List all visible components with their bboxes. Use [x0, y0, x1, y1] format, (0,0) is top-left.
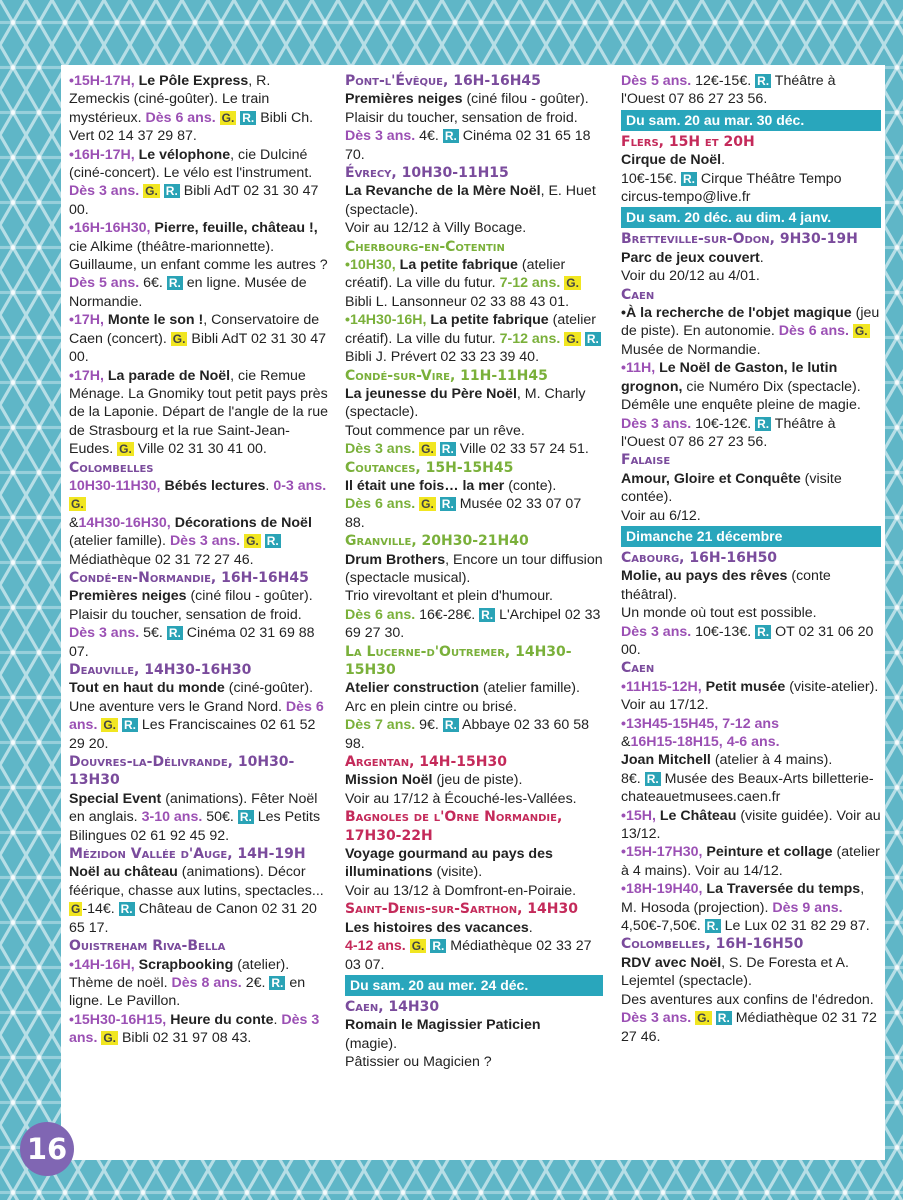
city-heading: Condé-sur-Vire, 11H-11H45	[345, 367, 548, 384]
event-text: Voir au 6/12.	[621, 507, 701, 524]
event-text: (animations). Fêter Noël en anglais.	[69, 790, 318, 826]
event-text: (visite-atelier). Voir au 17/12.	[621, 678, 879, 714]
city-heading: Coutances, 15H-15H45	[345, 459, 514, 476]
page-number: 16	[20, 1122, 74, 1176]
age-label: 0-3 ans.	[273, 477, 327, 494]
event-title: Voyage gourmand au pays des illuminations	[345, 846, 553, 881]
event-text: 50€.	[202, 809, 234, 826]
badge-r: R.	[432, 939, 445, 954]
event-text: 4€.	[415, 128, 439, 145]
age-label: Dès 3 ans.	[69, 1011, 320, 1047]
event-item	[621, 678, 881, 715]
event-text: , cie Remue Ménage. La Gnomiky tout petit pays près de la Laponie. Départ de l'angle de la rue de Strasbourg et la rue Saint-Jean-Eudes.	[69, 367, 329, 458]
badge-r: R.	[706, 919, 719, 934]
event-text: cie Numéro Dix (spectacle). Démêle une enquête pleine de magie.	[621, 378, 861, 414]
event-item	[621, 151, 881, 206]
event-text: , Conservatoire de Caen (concert).	[69, 312, 320, 347]
event-item	[345, 551, 603, 643]
event-text: Tout commence par un rêve.	[345, 422, 525, 439]
event-text: Voir au 12/12 à Villy Bocage.	[345, 220, 527, 237]
badge-g: G	[71, 902, 81, 917]
badge-r: R.	[682, 171, 695, 186]
badge-g: G.	[854, 324, 868, 339]
event-time: •15H,	[621, 807, 656, 824]
event-text: Ville 02 33 57 24 51.	[459, 441, 589, 458]
event-title: Peinture et collage	[706, 844, 833, 861]
event-item	[621, 715, 881, 807]
badge-r: R.	[165, 184, 178, 199]
badge-r: R.	[120, 902, 133, 917]
event-title: Petit musée	[705, 678, 786, 695]
badge-r: R.	[444, 129, 457, 144]
event-title: Bébés lectures	[164, 477, 266, 494]
date-band: Du sam. 20 au mer. 24 déc.	[345, 975, 603, 996]
city-heading: Bretteville-sur-Odon, 9H30-19H	[621, 231, 858, 248]
badge-g: G.	[145, 184, 158, 199]
event-item	[621, 807, 881, 844]
age-label: Dès 5 ans.	[621, 73, 692, 89]
event-title: Le Pôle Express	[138, 73, 249, 89]
event-text: Voir au 13/12 à Domfront-en-Poiraie.	[345, 882, 577, 899]
event-text: OT 02 31 06 20 00.	[621, 623, 874, 658]
event-time: •18H-19H40,	[621, 881, 703, 898]
event-text: .	[759, 249, 764, 266]
event-text: (jeu de piste). En autonomie.	[621, 305, 880, 340]
event-text: (visite contée).	[621, 470, 842, 506]
event-title: Premières neiges	[345, 91, 463, 108]
event-title: Parc de jeux couvert	[621, 249, 760, 266]
event-title: Noël au château	[69, 864, 178, 881]
event-text: (visite guidée). Voir au 13/12.	[621, 807, 881, 843]
badge-r: R.	[123, 718, 136, 733]
event-item	[621, 72, 881, 109]
event-text: (atelier famille).	[69, 533, 166, 550]
badge-r: R.	[757, 74, 770, 88]
event-title: La jeunesse du Père Noël	[345, 385, 517, 402]
badge-r: R.	[168, 626, 181, 641]
city-heading: Bagnoles de l'Orne Normandie, 17H30-22H	[345, 809, 563, 844]
event-item	[345, 679, 603, 753]
event-text: 10€-12€.	[691, 415, 752, 432]
event-title: La parade de Noël	[107, 367, 231, 384]
event-title: La Traversée du temps	[706, 881, 861, 898]
event-text: (atelier à 4 mains).	[710, 752, 833, 769]
event-time: •16H-16H30,	[69, 220, 151, 237]
event-text: &	[69, 514, 79, 531]
event-text: Bibli L. Lansonneur 02 33 88 43 01.	[345, 293, 570, 310]
event-item	[621, 304, 881, 359]
event-title: Pierre, feuille, château !,	[154, 220, 318, 237]
event-title: Premières neiges	[69, 588, 187, 605]
badge-r: R.	[239, 810, 252, 825]
event-text: .	[721, 152, 726, 169]
event-time: •11H15-12H,	[621, 678, 702, 695]
event-item	[345, 256, 603, 311]
event-text: en ligne. Musée de Normandie.	[69, 275, 307, 310]
event-time: •10H30,	[345, 257, 396, 274]
event-title: Monte le son !	[107, 312, 204, 329]
event-title: La Revanche de la Mère Noël	[345, 183, 541, 200]
event-title: Le vélophone	[138, 146, 231, 163]
badge-r: R.	[717, 1011, 730, 1026]
event-text: Cinéma 02 31 65 18 70.	[345, 128, 591, 163]
event-text: Théâtre à l'Ouest 07 86 27 23 56.	[621, 73, 836, 108]
event-title: La petite fabrique	[399, 257, 518, 274]
city-heading: Colombelles	[69, 459, 154, 476]
event-item	[69, 477, 331, 514]
event-text: (atelier créatif). La ville du futur.	[345, 257, 566, 292]
badge-r: R.	[242, 110, 255, 125]
event-text: 10€-15€.	[621, 170, 678, 187]
event-item	[345, 385, 603, 459]
event-text: 2€.	[241, 974, 266, 991]
event-text: Musée des Beaux-Arts billetterie-chateauetmusees.caen.fr	[621, 770, 874, 806]
event-text: Pâtissier ou Magicien ?	[345, 1054, 492, 1071]
event-text: Un monde où tout est possible.	[621, 605, 817, 622]
event-text: (animations). Décor féérique, chasse aux lutins, spectacles...	[69, 864, 324, 899]
event-time: •17H,	[69, 312, 104, 329]
city-heading: La Lucerne-d'Outremer, 14H30-15H30	[345, 643, 572, 678]
column-1	[69, 72, 331, 1048]
city-heading: Cherbourg-en-Cotentin	[345, 238, 505, 255]
event-title: •À la recherche de l'objet magique	[621, 305, 852, 322]
age-label: Dès 6 ans.	[345, 606, 416, 623]
age-label: 7-12 ans.	[499, 275, 561, 292]
event-title: RDV avec Noël	[621, 954, 722, 971]
event-time: •13H45-15H45, 7-12 ans	[621, 715, 779, 732]
event-title: Il était une fois… la mer	[345, 477, 505, 494]
event-item	[621, 359, 881, 451]
event-text: Musée 02 33 07 07 88.	[345, 496, 582, 531]
event-text: Musée de Normandie.	[621, 341, 761, 358]
event-title: La petite fabrique	[430, 312, 549, 329]
event-item	[69, 679, 331, 753]
badge-g: G.	[566, 331, 579, 346]
event-text: Bibli AdT 02 31 30 47 00.	[69, 330, 326, 366]
event-time: •15H-17H30,	[621, 844, 703, 861]
event-time: •14H30-16H,	[345, 312, 427, 329]
event-title: Amour, Gloire et Conquête	[621, 470, 801, 487]
event-text: Château de Canon 02 31 20 65 17.	[69, 901, 317, 936]
event-item	[345, 477, 603, 532]
event-text: (ciné-goûter). Une aventure vers le Grand Nord.	[69, 680, 314, 715]
event-item	[621, 954, 881, 1046]
city-heading: Mézidon Vallée d'Auge, 14H-19H	[69, 846, 306, 863]
event-text: Bibli Ch. Vert 02 14 37 29 87.	[69, 109, 314, 145]
event-text: 9€.	[415, 717, 439, 734]
column-3	[621, 72, 881, 1046]
city-heading: Évrecy, 10H30-11H15	[345, 165, 509, 182]
event-text: Cirque Théâtre Tempo circus-tempo@live.fr	[621, 170, 842, 206]
event-item	[621, 567, 881, 659]
event-item	[621, 470, 881, 525]
event-text: (atelier). Thème de noël.	[69, 956, 290, 991]
event-title: Tout en haut du monde	[69, 680, 225, 697]
event-title: Atelier construction	[345, 680, 480, 697]
age-label: Dès 6 ans.	[145, 109, 216, 126]
event-text: Abbaye 02 33 60 58 98.	[345, 717, 590, 752]
column-2	[345, 72, 603, 1072]
badge-r: R.	[646, 771, 659, 786]
event-text: Médiathèque 02 31 72 27 46.	[621, 1010, 877, 1045]
event-time: •15H30-16H15,	[69, 1011, 167, 1028]
event-item	[69, 311, 331, 366]
event-text: Le Lux 02 31 82 29 87.	[724, 918, 870, 935]
event-text: (ciné filou - goûter). Plaisir du toucher, sensation de froid.	[69, 588, 313, 623]
event-title: Mission Noël	[345, 772, 433, 789]
event-text: Bibli AdT 02 31 30 47 00.	[69, 183, 319, 218]
city-heading: Caen	[621, 660, 655, 677]
badge-g: G.	[421, 442, 434, 457]
event-text: Des aventures aux confins de l'édredon.	[621, 991, 874, 1008]
event-time: •14H-16H,	[69, 956, 135, 973]
event-text: (conte).	[504, 477, 557, 494]
event-title: Le Château	[659, 807, 737, 824]
city-heading: Flers, 15H et 20H	[621, 133, 755, 150]
badge-g: G.	[566, 276, 579, 291]
age-label: Dès 8 ans.	[171, 974, 242, 991]
event-item	[69, 956, 331, 1011]
event-text: L'Archipel 02 33 69 27 30.	[345, 606, 601, 642]
age-label: Dès 5 ans.	[69, 275, 140, 292]
date-band: Dimanche 21 décembre	[621, 526, 881, 547]
event-text: , S. De Foresta et A. Lejemtel (spectacle).	[621, 954, 849, 990]
badge-g: G.	[697, 1011, 710, 1026]
event-text: .	[528, 919, 533, 936]
event-text: (atelier à 4 mains). Voir au 14/12.	[621, 844, 880, 879]
event-time: 16H15-18H15, 4-6 ans.	[630, 734, 780, 750]
badge-g: G.	[221, 110, 235, 125]
event-text: 8€.	[621, 770, 641, 787]
event-text: 6€.	[139, 275, 163, 292]
event-item	[345, 311, 603, 366]
city-heading: Caen, 14H30	[345, 998, 440, 1015]
age-label: Dès 3 ans.	[345, 441, 416, 458]
age-label: Dès 6 ans.	[69, 698, 324, 734]
event-text: Médiathèque 02 31 72 27 46.	[69, 551, 254, 568]
event-time: 10H30-11H30,	[69, 477, 161, 494]
event-text: 4,50€-7,50€.	[621, 918, 701, 935]
age-label: Dès 3 ans.	[621, 1010, 692, 1027]
badge-r: R.	[271, 975, 284, 990]
event-text: , Encore un tour diffusion (spectacle musical).	[345, 551, 603, 586]
age-label: Dès 9 ans.	[772, 899, 843, 916]
event-item	[345, 845, 603, 900]
city-heading: Colombelles, 16H-16H50	[621, 936, 804, 953]
city-heading: Ouistreham Riva-Bella	[69, 938, 226, 955]
event-text: cie Alkime (théâtre-marionnette). Guillaume, un enfant comme les autres ?	[69, 238, 328, 274]
badge-r: R.	[444, 718, 457, 733]
badge-r: R.	[481, 607, 494, 622]
event-text: Bibli J. Prévert 02 33 23 39 40.	[345, 349, 540, 366]
age-label: Dès 7 ans.	[345, 717, 416, 734]
badge-g: G.	[421, 497, 434, 512]
event-title: Molie, au pays des rêves	[621, 568, 788, 585]
event-text: Bibli 02 31 97 08 43.	[121, 1030, 252, 1047]
age-label: Dès 3 ans.	[621, 623, 692, 640]
city-heading: Granville, 20H30-21H40	[345, 533, 529, 550]
event-title: Scrapbooking	[138, 956, 234, 973]
event-text: Les Franciscaines 02 61 52 29 20.	[69, 717, 316, 752]
event-text: , E. Huet (spectacle).	[345, 183, 596, 218]
age-label: 3-10 ans.	[141, 809, 203, 826]
age-label: Dès 3 ans.	[69, 183, 140, 200]
city-heading: Pont-l'Évêque, 16H-16H45	[345, 73, 541, 89]
city-heading: Falaise	[621, 452, 671, 469]
event-text: 12€-15€.	[691, 73, 752, 89]
event-text: , R. Zemeckis (ciné-goûter). Le train mystérieux.	[69, 73, 271, 126]
badge-r: R.	[586, 331, 599, 346]
event-text: Voir du 20/12 au 4/01.	[621, 268, 760, 285]
badge-g: G.	[246, 534, 259, 549]
age-label: Dès 6 ans.	[345, 496, 416, 513]
badge-r: R.	[757, 416, 770, 431]
event-text: (ciné filou - goûter). Plaisir du toucher, sensation de froid.	[345, 91, 589, 126]
event-text: (jeu de piste).	[432, 772, 523, 789]
badge-g: G.	[411, 939, 425, 954]
badge-r: R.	[441, 442, 454, 457]
event-title: Décorations de Noël	[174, 514, 312, 531]
age-label: Dès 6 ans.	[778, 323, 849, 340]
event-text: Les Petits Bilingues 02 61 92 45 92.	[69, 809, 321, 844]
badge-r: R.	[441, 497, 454, 512]
event-title: Les histoires des vacances	[345, 919, 529, 936]
event-text: &	[621, 734, 631, 750]
event-text: Théâtre à l'Ouest 07 86 27 23 56.	[621, 415, 836, 450]
badge-r: R.	[266, 534, 279, 549]
event-item	[345, 90, 603, 164]
event-title: Romain le Magissier Paticien	[345, 1017, 541, 1034]
badge-r: R.	[168, 276, 181, 291]
age-label: Dès 3 ans.	[621, 415, 692, 432]
event-text: (magie).	[345, 1035, 398, 1052]
event-time: •17H,	[69, 367, 104, 384]
event-item	[69, 146, 331, 220]
age-label: Dès 3 ans.	[69, 625, 140, 642]
event-item	[345, 771, 603, 808]
city-heading: Condé-en-Normandie, 16H-16H45	[69, 569, 309, 586]
event-item	[69, 790, 331, 845]
event-title: Drum Brothers	[345, 551, 446, 568]
city-heading: Argentan, 14H-15H30	[345, 754, 507, 771]
event-item	[345, 1016, 603, 1071]
event-item	[69, 587, 331, 661]
age-label: Dès 3 ans.	[345, 128, 416, 145]
badge-g: G.	[172, 331, 186, 346]
event-text: , cie Dulciné (ciné-concert). Le vélo est l'instrument.	[69, 146, 313, 182]
event-text: (conte théâtral).	[621, 568, 831, 603]
city-heading: Caen	[621, 286, 655, 303]
event-item	[621, 843, 881, 880]
event-text: , M. Hosoda (projection).	[621, 881, 865, 916]
content-page	[61, 65, 885, 1160]
event-text: Cinéma 02 31 69 88 07.	[69, 625, 315, 660]
city-heading: Saint-Denis-sur-Sarthon, 14H30	[345, 901, 578, 918]
age-label: 7-12 ans.	[499, 330, 561, 347]
event-text: .	[265, 477, 270, 494]
event-item	[345, 919, 603, 974]
event-time: •15H-17H,	[69, 73, 135, 89]
date-band: Du sam. 20 déc. au dim. 4 janv.	[621, 207, 881, 228]
event-title: Cirque de Noël	[621, 152, 722, 169]
event-item	[69, 514, 331, 569]
badge-r: R.	[757, 624, 770, 639]
event-text: Voir au 17/12 à Écouché-les-Vallées.	[345, 790, 577, 807]
event-text: en ligne. Le Pavillon.	[69, 974, 306, 1010]
event-time: •16H-17H,	[69, 146, 135, 163]
event-time: 14H30-16H30,	[78, 514, 171, 531]
event-text: , M. Charly (spectacle).	[345, 385, 586, 421]
event-item	[345, 182, 603, 237]
event-text: (visite).	[432, 864, 483, 881]
event-text: Ville 02 31 30 41 00.	[137, 441, 267, 458]
event-text: 16€-28€.	[415, 606, 476, 623]
event-item	[69, 367, 331, 459]
city-heading: Douvres-la-Délivrande, 10H30-13H30	[69, 754, 295, 789]
event-text: 5€.	[139, 625, 163, 642]
event-item	[69, 72, 331, 146]
event-title: Heure du conte	[170, 1011, 274, 1028]
event-item	[69, 863, 331, 937]
event-text: Médiathèque 02 33 27 03 07.	[345, 938, 592, 973]
city-heading: Deauville, 14H30-16H30	[69, 662, 252, 678]
age-label: Dès 3 ans.	[169, 533, 241, 550]
badge-g: G.	[103, 1031, 117, 1046]
event-text: Trio virevoltant et plein d'humour.	[345, 588, 554, 605]
badge-g: G.	[103, 718, 117, 733]
event-text: (atelier famille). Arc en plein cintre ou brisé.	[345, 680, 580, 715]
age-label: 4-12 ans.	[345, 938, 406, 955]
event-time: •11H,	[621, 360, 656, 377]
date-band: Du sam. 20 au mar. 30 déc.	[621, 110, 881, 131]
event-text: -14€.	[82, 901, 115, 918]
city-heading: Cabourg, 16H-16H50	[621, 549, 778, 566]
badge-g: G.	[119, 442, 132, 457]
event-item	[621, 880, 881, 935]
event-item	[621, 249, 881, 286]
event-text: .	[273, 1011, 278, 1028]
event-title: Le Noël de Gaston, le lutin grognon,	[621, 360, 838, 395]
event-item	[69, 219, 331, 311]
event-text: 10€-13€.	[691, 623, 752, 640]
event-title: Joan Mitchell	[621, 752, 711, 769]
event-title: Special Event	[69, 790, 162, 807]
event-item	[69, 1011, 331, 1048]
event-text: (atelier créatif). La ville du futur.	[345, 312, 596, 347]
badge-g: G.	[71, 497, 84, 512]
